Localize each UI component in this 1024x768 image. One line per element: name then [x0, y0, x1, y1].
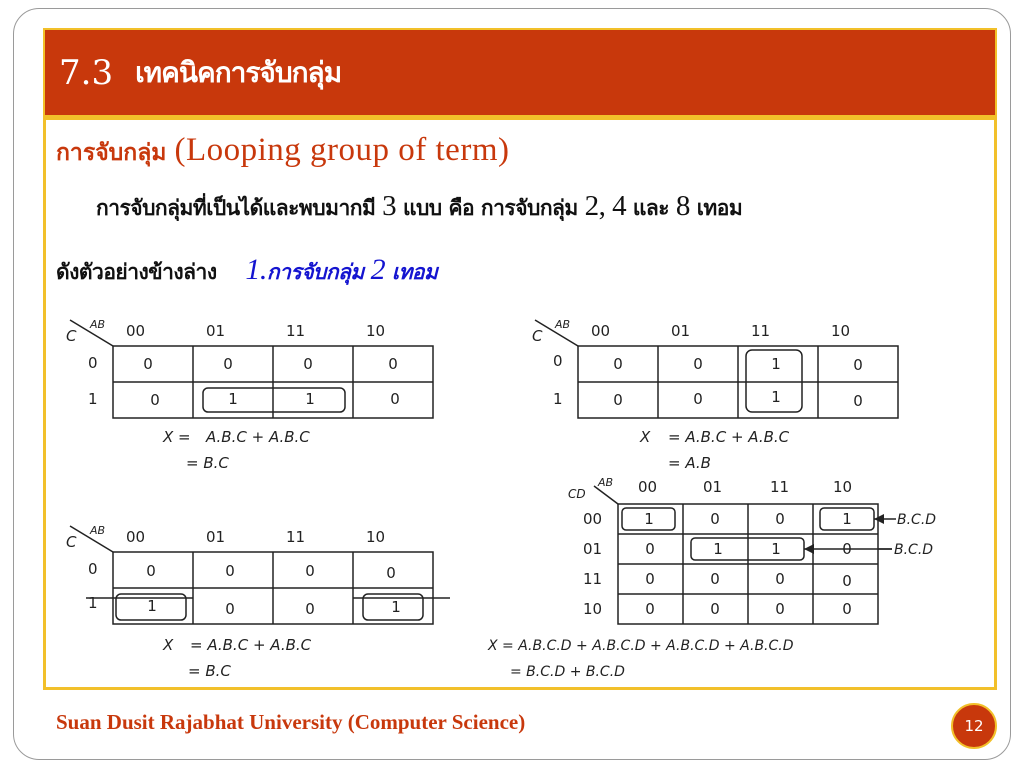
heading-thai: การจับกลุ่ม	[56, 140, 167, 166]
kmap3-cell: 0	[305, 600, 315, 618]
example-unit: เทอม	[391, 260, 438, 284]
kmap4-cell: 1	[713, 540, 723, 558]
kmap4-col-header: 00	[638, 478, 658, 496]
title-number: 7.3	[59, 52, 114, 93]
intro-num-3: 8	[675, 190, 690, 222]
kmap2-cell: 0	[693, 355, 703, 373]
page-title: เทคนิคการจับกลุ่ม	[135, 55, 342, 89]
kmap1-eq1-lhs: X =	[163, 428, 191, 446]
kmap3-row-header: 0	[88, 560, 98, 578]
kmap1-col-var: AB	[90, 318, 106, 331]
kmap4-cell: 0	[775, 510, 785, 528]
kmap2-row-header: 0	[553, 352, 563, 370]
kmap3-col-header: 00	[126, 528, 146, 546]
kmap4-row-header: 00	[583, 510, 603, 528]
kmap2-col-header: 11	[751, 322, 771, 340]
kmap4-cell: 0	[842, 600, 852, 618]
kmap1-cell: 0	[223, 355, 233, 373]
kmap1-cell: 0	[390, 390, 400, 408]
kmap1-group-loop	[203, 388, 345, 412]
kmap1-row-header: 1	[88, 390, 98, 408]
kmap2-cell: 1	[771, 388, 781, 406]
kmap3-cell: 1	[147, 597, 157, 615]
kmap3-cell: 0	[225, 562, 235, 580]
kmap2-eq1-rhs: = A.B.C + A.B.C	[668, 428, 790, 446]
kmap4-row-header: 10	[583, 600, 603, 618]
kmap3-eq1-lhs: X	[163, 636, 174, 654]
example-line	[56, 253, 437, 289]
intro-num-1: 3	[382, 190, 397, 222]
intro-num-2: 2, 4	[584, 190, 627, 222]
kmap3-col-header: 10	[366, 528, 386, 546]
example-title	[245, 253, 438, 286]
intro-text-3: และ	[632, 196, 670, 220]
kmap4-col-header: 11	[770, 478, 790, 496]
kmap3-eq1-rhs: = A.B.C + A.B.C	[190, 636, 312, 654]
kmap3-col-header: 01	[206, 528, 226, 546]
intro-text-4: เทอม	[696, 196, 743, 220]
kmap4-row-header: 11	[583, 570, 603, 588]
kmap2-col-var: AB	[555, 318, 571, 331]
kmap4-cell: 0	[710, 600, 720, 618]
kmap2-row-header: 1	[553, 390, 563, 408]
kmap2-eq1-lhs: X	[640, 428, 651, 446]
kmap1-row-var: C	[66, 327, 77, 345]
kmap1-row-header: 0	[88, 354, 98, 372]
kmap4-col-header: 01	[703, 478, 723, 496]
intro-line	[96, 190, 742, 225]
example-num: 1.	[245, 253, 267, 286]
kmap4-cell: 1	[771, 540, 781, 558]
intro-text-1: การจับกลุ่มที่เป็นได้และพบมากมี	[96, 196, 376, 220]
kmap3-cell: 0	[386, 564, 396, 582]
kmap1-cell: 1	[305, 390, 315, 408]
example-n: 2	[370, 253, 386, 286]
kmap1-cell: 0	[143, 355, 153, 373]
kmap1-col-header: 01	[206, 322, 226, 340]
kmap3-cell: 0	[305, 562, 315, 580]
kmap1-col-header: 00	[126, 322, 146, 340]
intro-text-2: แบบ คือ การจับกลุ่ม	[402, 196, 578, 220]
kmap4-cell: 0	[645, 600, 655, 618]
kmap2-col-header: 00	[591, 322, 611, 340]
kmap4-cell: 0	[710, 570, 720, 588]
kmap3-row-var: C	[66, 533, 77, 551]
kmap4-row-header: 01	[583, 540, 603, 558]
kmap2-cell: 0	[613, 355, 623, 373]
kmap2-cell: 0	[853, 356, 863, 374]
kmap4-eq1: X = A.B.C.D + A.B.C.D + A.B.C.D + A.B.C.D	[488, 638, 794, 654]
kmap1-cell: 1	[228, 390, 238, 408]
kmap2-eq2: = A.B	[668, 454, 711, 472]
kmap4-cell: 0	[710, 510, 720, 528]
kmap2-cell: 0	[613, 391, 623, 409]
kmap3-col-header: 11	[286, 528, 306, 546]
kmap4-cell: 0	[775, 570, 785, 588]
kmap4-col-header: 10	[833, 478, 853, 496]
kmap4-cell: 0	[645, 570, 655, 588]
kmap1-eq2: = B.C	[186, 454, 229, 472]
kmap4-cell: 0	[842, 540, 852, 558]
kmap4-cell: 0	[645, 540, 655, 558]
kmap4-eq2: = B.C.D + B.C.D	[510, 664, 625, 680]
example-text: การจับกลุ่ม	[266, 260, 364, 284]
heading-latin: (Looping group of term)	[174, 132, 510, 168]
kmap1-eq1-rhs: A.B.C + A.B.C	[206, 428, 310, 446]
kmap2-row-var: C	[532, 327, 543, 345]
kmap4-term-label-top: B.C.D	[897, 512, 937, 528]
kmap3-row-header: 1	[88, 594, 98, 612]
kmap4-arrow-top	[874, 514, 884, 524]
kmap2-col-header: 01	[671, 322, 691, 340]
kmap4-row-var: CD	[568, 487, 586, 501]
title-bar	[43, 28, 997, 117]
kmap2-cell: 1	[771, 355, 781, 373]
kmap2-col-header: 10	[831, 322, 851, 340]
kmap4-term-label-mid: B.C.D	[894, 542, 934, 558]
kmap3-eq2: = B.C	[188, 662, 231, 680]
kmap4-col-var: AB	[598, 476, 614, 489]
kmap-figure	[58, 308, 962, 682]
kmap1-col-header: 10	[366, 322, 386, 340]
kmap2-cell: 0	[693, 390, 703, 408]
kmap3-cell: 1	[391, 598, 401, 616]
kmap4-arrow-mid	[804, 544, 814, 554]
kmap4-cell: 1	[842, 510, 852, 528]
page-number-badge: 12	[951, 703, 997, 749]
kmap2-cell: 0	[853, 392, 863, 410]
kmap4-cell: 1	[644, 510, 654, 528]
kmap1-cell: 0	[150, 391, 160, 409]
kmap1-cell: 0	[388, 355, 398, 373]
kmap4-cell: 0	[775, 600, 785, 618]
kmap3-col-var: AB	[90, 524, 106, 537]
section-heading	[56, 132, 509, 171]
kmap1-cell: 0	[303, 355, 313, 373]
kmap3-cell: 0	[146, 562, 156, 580]
kmap-figure-svg	[58, 308, 962, 682]
footer-text: Suan Dusit Rajabhat University (Computer Science)	[56, 710, 526, 734]
example-intro: ดังตัวอย่างข้างล่าง	[56, 260, 217, 284]
kmap1-col-header: 11	[286, 322, 306, 340]
kmap4-cell: 0	[842, 572, 852, 590]
kmap3-cell: 0	[225, 600, 235, 618]
